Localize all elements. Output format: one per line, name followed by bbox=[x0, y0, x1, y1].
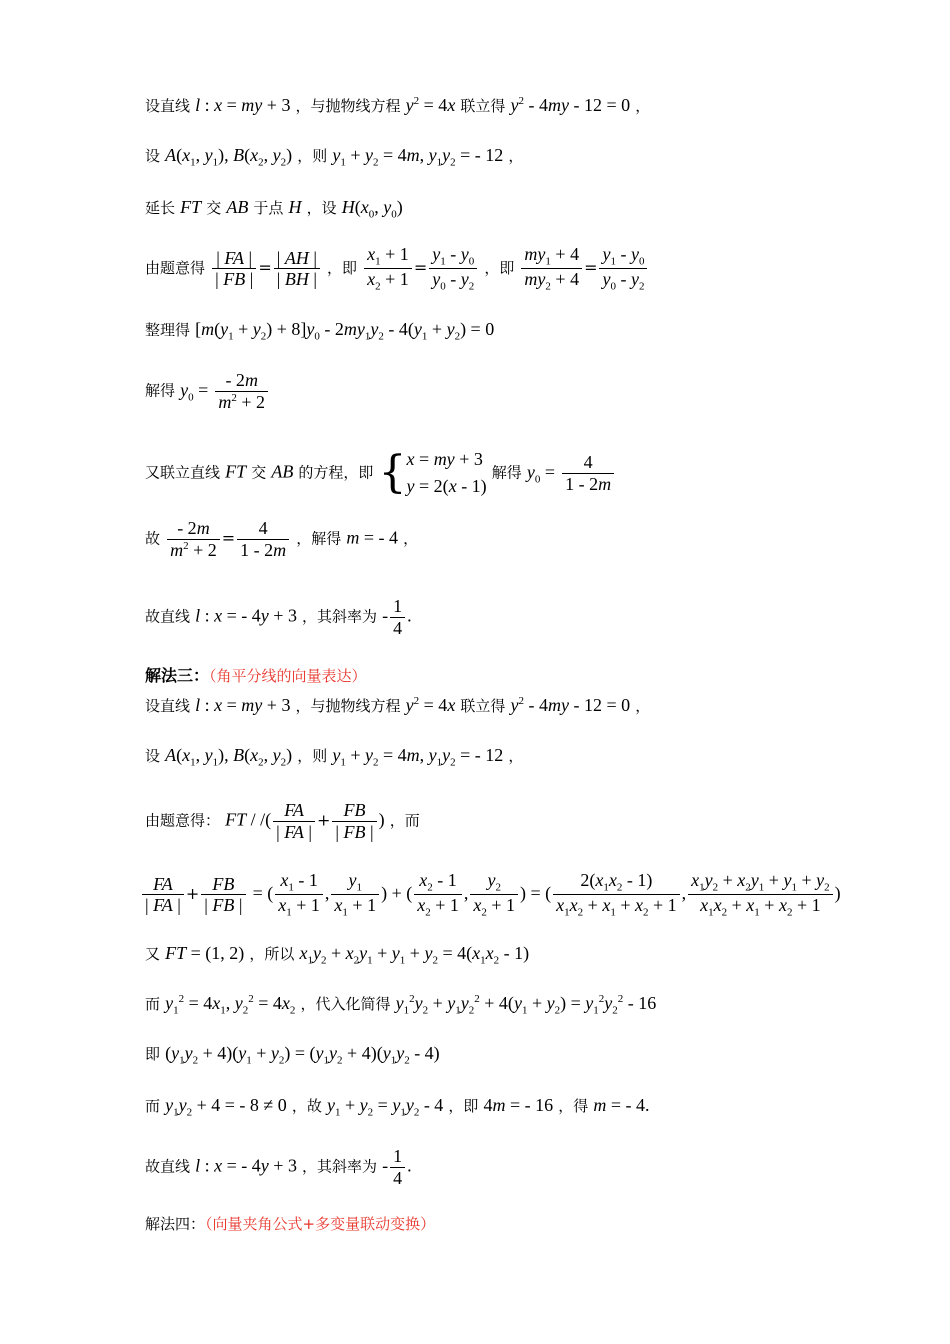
fraction: $\frac{| AH |}{| BH |}$ bbox=[274, 248, 320, 290]
text: ，则 bbox=[297, 747, 328, 765]
text: ，与抛物线方程 bbox=[295, 97, 401, 115]
system-brace: { bbox=[378, 447, 407, 498]
text: ， bbox=[508, 747, 524, 765]
text: 联立得 bbox=[460, 697, 506, 715]
text: . bbox=[645, 1095, 650, 1115]
text: 设 bbox=[145, 147, 161, 165]
formula: $y^2 - 4my - 12 = 0$ bbox=[510, 695, 631, 715]
text: 的方程，即 bbox=[298, 463, 374, 482]
text: 交 bbox=[251, 463, 267, 482]
text: ，其斜率为 bbox=[302, 607, 378, 626]
text: ，所以 bbox=[249, 945, 295, 963]
text: ，即 bbox=[484, 259, 515, 278]
text: 由题意得 bbox=[145, 259, 206, 278]
fraction: $\frac{x_1 + 1}{x_2 + 1}$ bbox=[364, 244, 412, 293]
fraction: $\frac{2(x_1x_2 - 1)}{x_1x_2 + x_1 + x_2 + 1}$ bbox=[553, 870, 679, 919]
text: 故直线 bbox=[145, 1157, 191, 1176]
fraction: $\frac{FA}{| FA |}$ bbox=[273, 800, 315, 842]
text: 又联立直线 bbox=[145, 463, 221, 482]
text: 故直线 bbox=[145, 607, 191, 626]
fraction: $\frac{1}{4}$ bbox=[390, 1146, 405, 1188]
line-14 bbox=[145, 944, 529, 967]
formula: $H(x_0$, $y_0$) bbox=[341, 197, 403, 221]
formula: FT / /( bbox=[225, 809, 272, 830]
fraction: $\frac{- 2m}{m^2 + 2}$ bbox=[215, 370, 268, 412]
text: 交 bbox=[206, 199, 222, 217]
formula: FT bbox=[225, 461, 247, 482]
line-18 bbox=[145, 1146, 412, 1188]
formula: $y^2 = 4x$ bbox=[405, 695, 456, 715]
formula: $y_1^2 = 4x_1$, $y_2^2 = 4x_2$ bbox=[165, 993, 296, 1017]
formula: $(y_1y_2 + 4)(y_1 + y_2) = (y_1y_2 + 4)(y_1y_2 - 4)$ bbox=[165, 1043, 440, 1067]
fraction: $\frac{y_2}{x_2 + 1}$ bbox=[470, 870, 518, 919]
text: 而 bbox=[145, 995, 161, 1013]
line-2 bbox=[145, 146, 523, 169]
formula: $y^2 - 4my - 12 = 0$ bbox=[510, 95, 631, 115]
text: ，故 bbox=[291, 1097, 322, 1115]
line-8: 故 $\frac{- 2m}{m^2 + 2}$ = $\frac{4}{1 - 2m}$ ，解得 m = - 4 ， bbox=[145, 518, 419, 560]
text: 整理得 bbox=[145, 321, 191, 339]
line-6 bbox=[145, 370, 270, 412]
text: 设直线 bbox=[145, 97, 191, 115]
fraction: $\frac{x_2 - 1}{x_2 + 1}$ bbox=[414, 870, 462, 919]
formula: $[m(y_1 + y_2) + 8]y_0 - 2my_1y_2 - 4(y_1 + y_2) = 0$ bbox=[195, 319, 495, 343]
formula: $y_0$ = bbox=[180, 379, 209, 404]
text: ，设 bbox=[306, 199, 337, 217]
formula: 4m = - 16 bbox=[483, 1095, 554, 1115]
line-7 bbox=[145, 446, 616, 500]
formula: $y^2 = 4x$ bbox=[405, 95, 456, 115]
text: 故 bbox=[145, 529, 161, 548]
text: ，得 bbox=[558, 1097, 589, 1115]
text: ，即 bbox=[448, 1097, 479, 1115]
formula: - bbox=[382, 605, 389, 626]
text: 设 bbox=[145, 747, 161, 765]
fraction: $\frac{| FA |}{| FB |}$ bbox=[212, 248, 256, 290]
line-5 bbox=[145, 320, 494, 343]
line-16 bbox=[145, 1044, 440, 1067]
formula: H bbox=[288, 197, 302, 217]
formula: $y_1 + y_2 = y_1y_2 - 4$ bbox=[327, 1095, 444, 1119]
text: 联立得 bbox=[460, 97, 506, 115]
formula: - bbox=[382, 1155, 389, 1176]
formula: FT bbox=[180, 197, 202, 217]
formula: FT = (1, 2) bbox=[165, 943, 245, 963]
fraction: $\frac{FB}{| FB |}$ bbox=[332, 800, 376, 842]
text: 设直线 bbox=[145, 697, 191, 715]
text: ， bbox=[403, 529, 419, 548]
text: 即 bbox=[145, 1045, 161, 1063]
formula: $A(x_1$, $y_1$), $B(x_2$, $y_2$) bbox=[165, 745, 293, 769]
formula: $y_1 + y_2 = 4m$, $y_1y_2$ = - 12 bbox=[332, 145, 504, 169]
text: ，而 bbox=[389, 811, 420, 830]
line-11 bbox=[145, 746, 523, 769]
formula: $A(x_1$, $y_1$), $B(x_2$, $y_2$) bbox=[165, 145, 293, 169]
text: 又 bbox=[145, 945, 161, 963]
fraction: $\frac{4}{1 - 2m}$ bbox=[237, 518, 289, 560]
formula: $y_1^2y_2 + y_1y_2^2 + 4(y_1 + y_2) = y_1^2y_2^2 - 16$ bbox=[395, 993, 657, 1017]
formula: l : x = - 4y + 3 bbox=[195, 1155, 297, 1176]
text: ，解得 bbox=[296, 529, 342, 548]
section-note: （向量夹角公式+多变量联动变换） bbox=[205, 1215, 436, 1233]
fraction: $\frac{x_1y_2 + x_2y_1 + y_1 + y_2}{x_1x_2 + x_1 + x_2 + 1}$ bbox=[688, 870, 832, 919]
text: ， bbox=[635, 97, 651, 115]
fraction: $\frac{y_1}{x_1 + 1}$ bbox=[331, 870, 379, 919]
formula: l : x = - 4y + 3 bbox=[195, 605, 297, 626]
text: 解得 bbox=[491, 463, 522, 482]
line-9 bbox=[145, 596, 412, 638]
text: ，即 bbox=[327, 259, 358, 278]
text: ，则 bbox=[297, 147, 328, 165]
section-3-heading bbox=[145, 668, 367, 684]
line-17 bbox=[145, 1096, 650, 1119]
line-1 bbox=[145, 96, 650, 114]
fraction: $\frac{- 2m}{m^2 + 2}$ bbox=[167, 518, 220, 560]
line-12: 由题意得： FT / /( $\frac{FA}{| FA |}$ + $\frac{FB}{| FB |}$ ) ，而 bbox=[145, 800, 420, 842]
fraction: $\frac{1}{4}$ bbox=[390, 596, 405, 638]
section-title: 解法四： bbox=[145, 1215, 206, 1233]
equation-system: x = my + 3 y = 2(x - 1) bbox=[406, 449, 487, 496]
fraction: $\frac{x_1 - 1}{x_1 + 1}$ bbox=[275, 870, 323, 919]
formula: $y_1y_2 + 4$ = - 8 ≠ 0 bbox=[165, 1095, 287, 1119]
text: ， bbox=[635, 697, 651, 715]
text: 由题意得： bbox=[145, 811, 221, 830]
line-4: 由题意得 $\frac{| FA |}{| FB |}$ = $\frac{| AH |}{| BH |}$ ，即 $\frac{x_1 + 1}{x_2 + 1}$ = $\frac{y_1 - y_0}{y_0 - y_2}$ ，即 $\frac{my_1 + 4}{my_2 + 4}$ = $\frac{y_1 - y_0}{y_0 - y_2}$ bbox=[145, 244, 649, 293]
formula: AB bbox=[226, 197, 249, 217]
fraction: $\frac{4}{1 - 2m}$ bbox=[562, 452, 614, 494]
text: 延长 bbox=[145, 199, 176, 217]
line-10 bbox=[145, 696, 650, 714]
fraction: $\frac{y_1 - y_0}{y_0 - y_2}$ bbox=[599, 244, 647, 293]
formula: m = - 4 bbox=[593, 1095, 646, 1115]
text: . bbox=[407, 1155, 412, 1176]
fraction: $\frac{my_1 + 4}{my_2 + 4}$ bbox=[521, 244, 582, 293]
formula: m = - 4 bbox=[346, 527, 399, 548]
formula: AB bbox=[271, 461, 294, 482]
fraction: $\frac{FB}{| FB |}$ bbox=[201, 874, 245, 916]
line-3 bbox=[145, 198, 403, 221]
formula: $y_1 + y_2 = 4m$, $y_1y_2$ = - 12 bbox=[332, 745, 504, 769]
line-13: $\frac{FA}{| FA |}$ + $\frac{FB}{| FB |}$ = ( $\frac{x_1 - 1}{x_1 + 1}$ , $\frac{y_1}{x_1 + 1}$ ) + ( $\frac{x_2 - 1}{x_2 + 1}$ , $\frac{y_2}{x_2 + 1}$ ) = ( $\frac{2(x_1x_2 - 1)}{x_1x_2 + x_1 + x_2 + 1}$ , $\frac{x_1y_2 + x_2y_1 + y_1 + y_2}{x_1x_2 + x_1 + x_2 + 1}$ ) bbox=[140, 870, 841, 919]
formula: $y_0$ = bbox=[526, 461, 556, 486]
fraction: $\frac{FA}{| FA |}$ bbox=[142, 874, 184, 916]
text: ， bbox=[508, 147, 524, 165]
section-title: 解法三： bbox=[145, 666, 210, 685]
text: ，与抛物线方程 bbox=[295, 697, 401, 715]
section-note: （角平分线的向量表达） bbox=[209, 667, 367, 685]
section-4-heading bbox=[145, 1216, 435, 1232]
fraction: $\frac{y_1 - y_0}{y_0 - y_2}$ bbox=[429, 244, 477, 293]
text: 解得 bbox=[145, 381, 176, 400]
text: 于点 bbox=[253, 199, 284, 217]
text: ，代入化简得 bbox=[300, 995, 391, 1013]
formula: l : x = my + 3 bbox=[195, 695, 291, 715]
formula: $x_1y_2 + x_2y_1 + y_1 + y_2 = 4(x_1x_2 - 1)$ bbox=[299, 943, 530, 967]
formula: l : x = my + 3 bbox=[195, 95, 291, 115]
line-15 bbox=[145, 994, 656, 1017]
text: 而 bbox=[145, 1097, 161, 1115]
text: ，其斜率为 bbox=[302, 1157, 378, 1176]
text: . bbox=[407, 605, 412, 626]
